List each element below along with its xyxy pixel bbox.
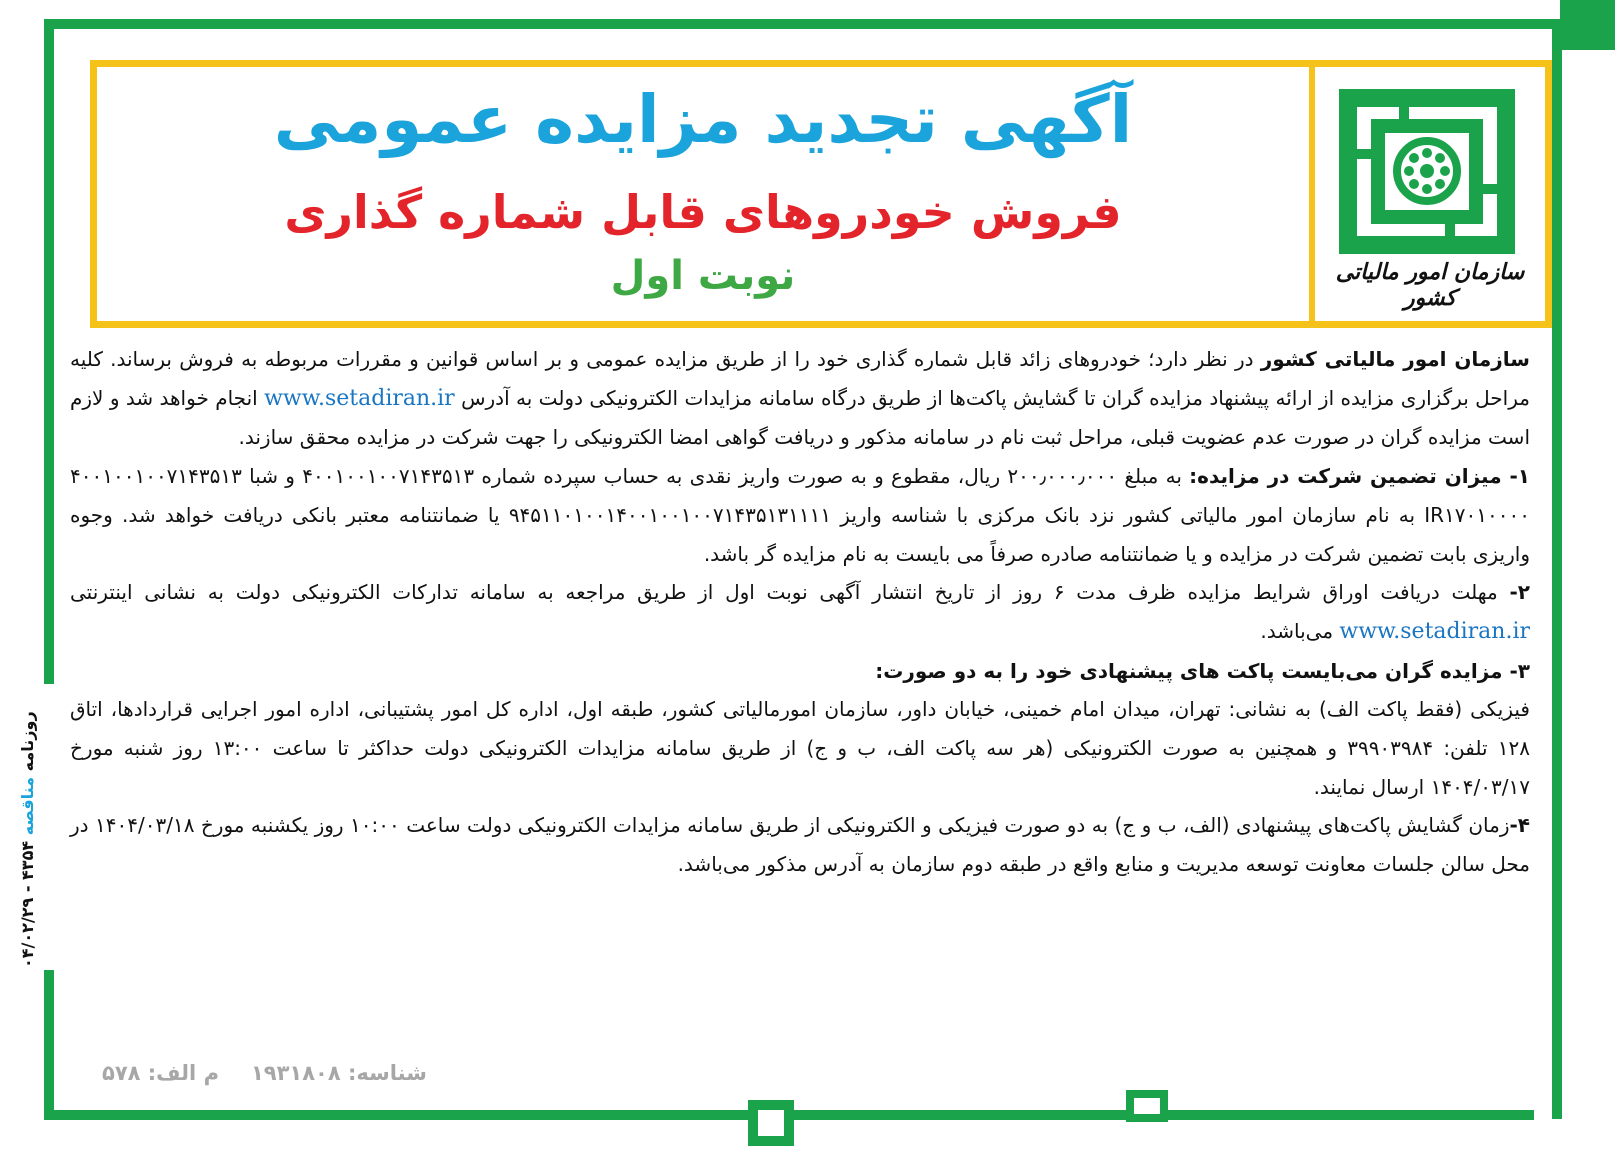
item-1-paragraph: [70, 457, 1530, 573]
publication-round: نوبت اول: [610, 253, 796, 299]
item-1-label: ۱- میزان تضمین شرکت در مزایده:: [1189, 464, 1530, 489]
page-title: آگهی تجدید مزایده عمومی: [273, 81, 1133, 158]
newspaper-word: روزنامه: [18, 711, 37, 772]
intro-text-2: انجام خواهد شد و لازم است مزایده گران در صورت عدم عضویت قبلی، مراحل ثبت نام در سامانه مذکور و دریافت گواهی امضا الکترونیکی را جهت شرکت در مزایده محقق سازند.: [70, 385, 1530, 450]
logo-panel: [1309, 67, 1545, 321]
header-titles: [97, 67, 1309, 321]
setadiran-link-2[interactable]: www.setadiran.ir: [1339, 618, 1530, 644]
frame-corner-block: [1560, 0, 1615, 50]
notice-body: [70, 340, 1530, 884]
item-2-paragraph: [70, 573, 1530, 651]
notice-code: م الف: ۵۷۸: [102, 1061, 219, 1085]
item-1-text: به مبلغ ۲۰۰٫۰۰۰٫۰۰۰ ریال، مقطوع و به صورت واریز نقدی به حساب سپرده شماره ۴۰۰۱۰۰۱۰۰۷۱۴۳۵۱۳ و شبا ۴۰۰۱۰۰۱۰۰۷۱۴۳۵۱۳ IR۱۷۰۱۰۰۰۰ به نام سازمان امور مالیاتی کشور نزد بانک مرکزی با شناسه واریز ۹۴۵۱۱۰۱۰۰۱۴۰۰۱۰۰۱۰۰۷۱۴۳۵۱۳۱۱۱۱ یا ضمانتنامه معتبر بانکی دریافت خواهد شد. وجوه واریزی بابت تضمین شرکت در مزایده و یا ضمانتنامه صادره صرفاً می بایست به نام مزایده گر باشد.: [70, 464, 1530, 566]
intro-text-1: در نظر دارد؛ خودروهای زائد قابل شماره گذاری خود را از طریق مزایده عمومی و بر اساس قوانین و مقررات مربوطه به فروش برساند. کلیه مراحل برگزاری مزایده از ارائه پیشنهاد مزایده گران تا گشایش پاکت‌ها از طریق درگاه سامانه مزایدات الکترونیکی دولت به آدرس: [70, 347, 1530, 410]
logo-caption: سازمان امور مالیاتی کشور: [1335, 259, 1525, 311]
setadiran-link[interactable]: www.setadiran.ir: [264, 385, 455, 411]
tax-organization-emblem-icon: [1339, 89, 1515, 254]
item-2-text-end: می‌باشد.: [1260, 618, 1340, 643]
frame-left-border: [44, 19, 54, 684]
frame-square-ornament: [748, 1100, 794, 1146]
notice-id: شناسه: ۱۹۳۱۸۰۸: [250, 1061, 427, 1085]
frame-left-border-lower: [44, 970, 54, 1120]
header-box: [90, 60, 1552, 328]
item-3-paragraph: فیزیکی (فقط پاکت الف) به نشانی: تهران، میدان امام خمینی، خیابان داور، سازمان امورمالیاتی کشور، طبقه اول، اداره کل امور پشتیبانی، اداره امور اجرایی قراردادها، اتاق ۱۲۸ تلفن: ۳۹۹۰۳۹۸۴ و همچنین به صورت الکترونیکی (هر سه پاکت الف، ب و ج) از طریق سامانه مزایدات الکترونیکی دولت حداکثر تا ساعت ۱۳:۰۰ روز شنبه مورخ ۱۴۰۴/۰۳/۱۷ ارسال نمایند.: [70, 697, 1531, 799]
notice-identifier: [70, 1061, 427, 1085]
item-4-label: ۴-: [1509, 813, 1531, 838]
item-3-heading: [70, 652, 1530, 691]
item-2-label: ۲-: [1509, 580, 1530, 605]
page-subtitle: فروش خودروهای قابل شماره گذاری: [284, 185, 1122, 239]
frame-right-border: [1552, 19, 1562, 1119]
frame-square-ornament-small: [1126, 1090, 1168, 1122]
item-3-label: ۳- مزایده گران می‌بایست پاکت های پیشنهادی خود را به دو صورت:: [875, 658, 1530, 683]
frame-top-border: [44, 19, 1560, 29]
item-4-paragraph: [70, 806, 1530, 883]
item-4-text: زمان گشایش پاکت‌های پیشنهادی (الف، ب و ج) به دو صورت فیزیکی و الکترونیکی از طریق سامانه مزایدات الکترونیکی دولت ساعت ۱۰:۰۰ روز یکشنبه مورخ ۱۴۰۴/۰۳/۱۸ در محل سالن جلسات معاونت توسعه مدیریت و منابع واقع در طبقه دوم سازمان به آدرس مذکور می‌باشد.: [70, 813, 1530, 877]
newspaper-name: مناقصه: [18, 776, 37, 836]
newspaper-side-label: [6, 698, 46, 968]
intro-paragraph: [70, 340, 1530, 457]
organization-name: سازمان امور مالیاتی کشور: [1260, 347, 1530, 371]
newspaper-issue: ۴۳۵۴ - ۰۴/۰۲/۲۹: [18, 840, 37, 968]
item-2-text: مهلت دریافت اوراق شرایط مزایده ظرف مدت ۶ روز از تاریخ انتشار آگهی نوبت اول از طریق مراجعه به سامانه تدارکات الکترونیکی دولت به نشانی اینترنتی: [70, 580, 1510, 605]
